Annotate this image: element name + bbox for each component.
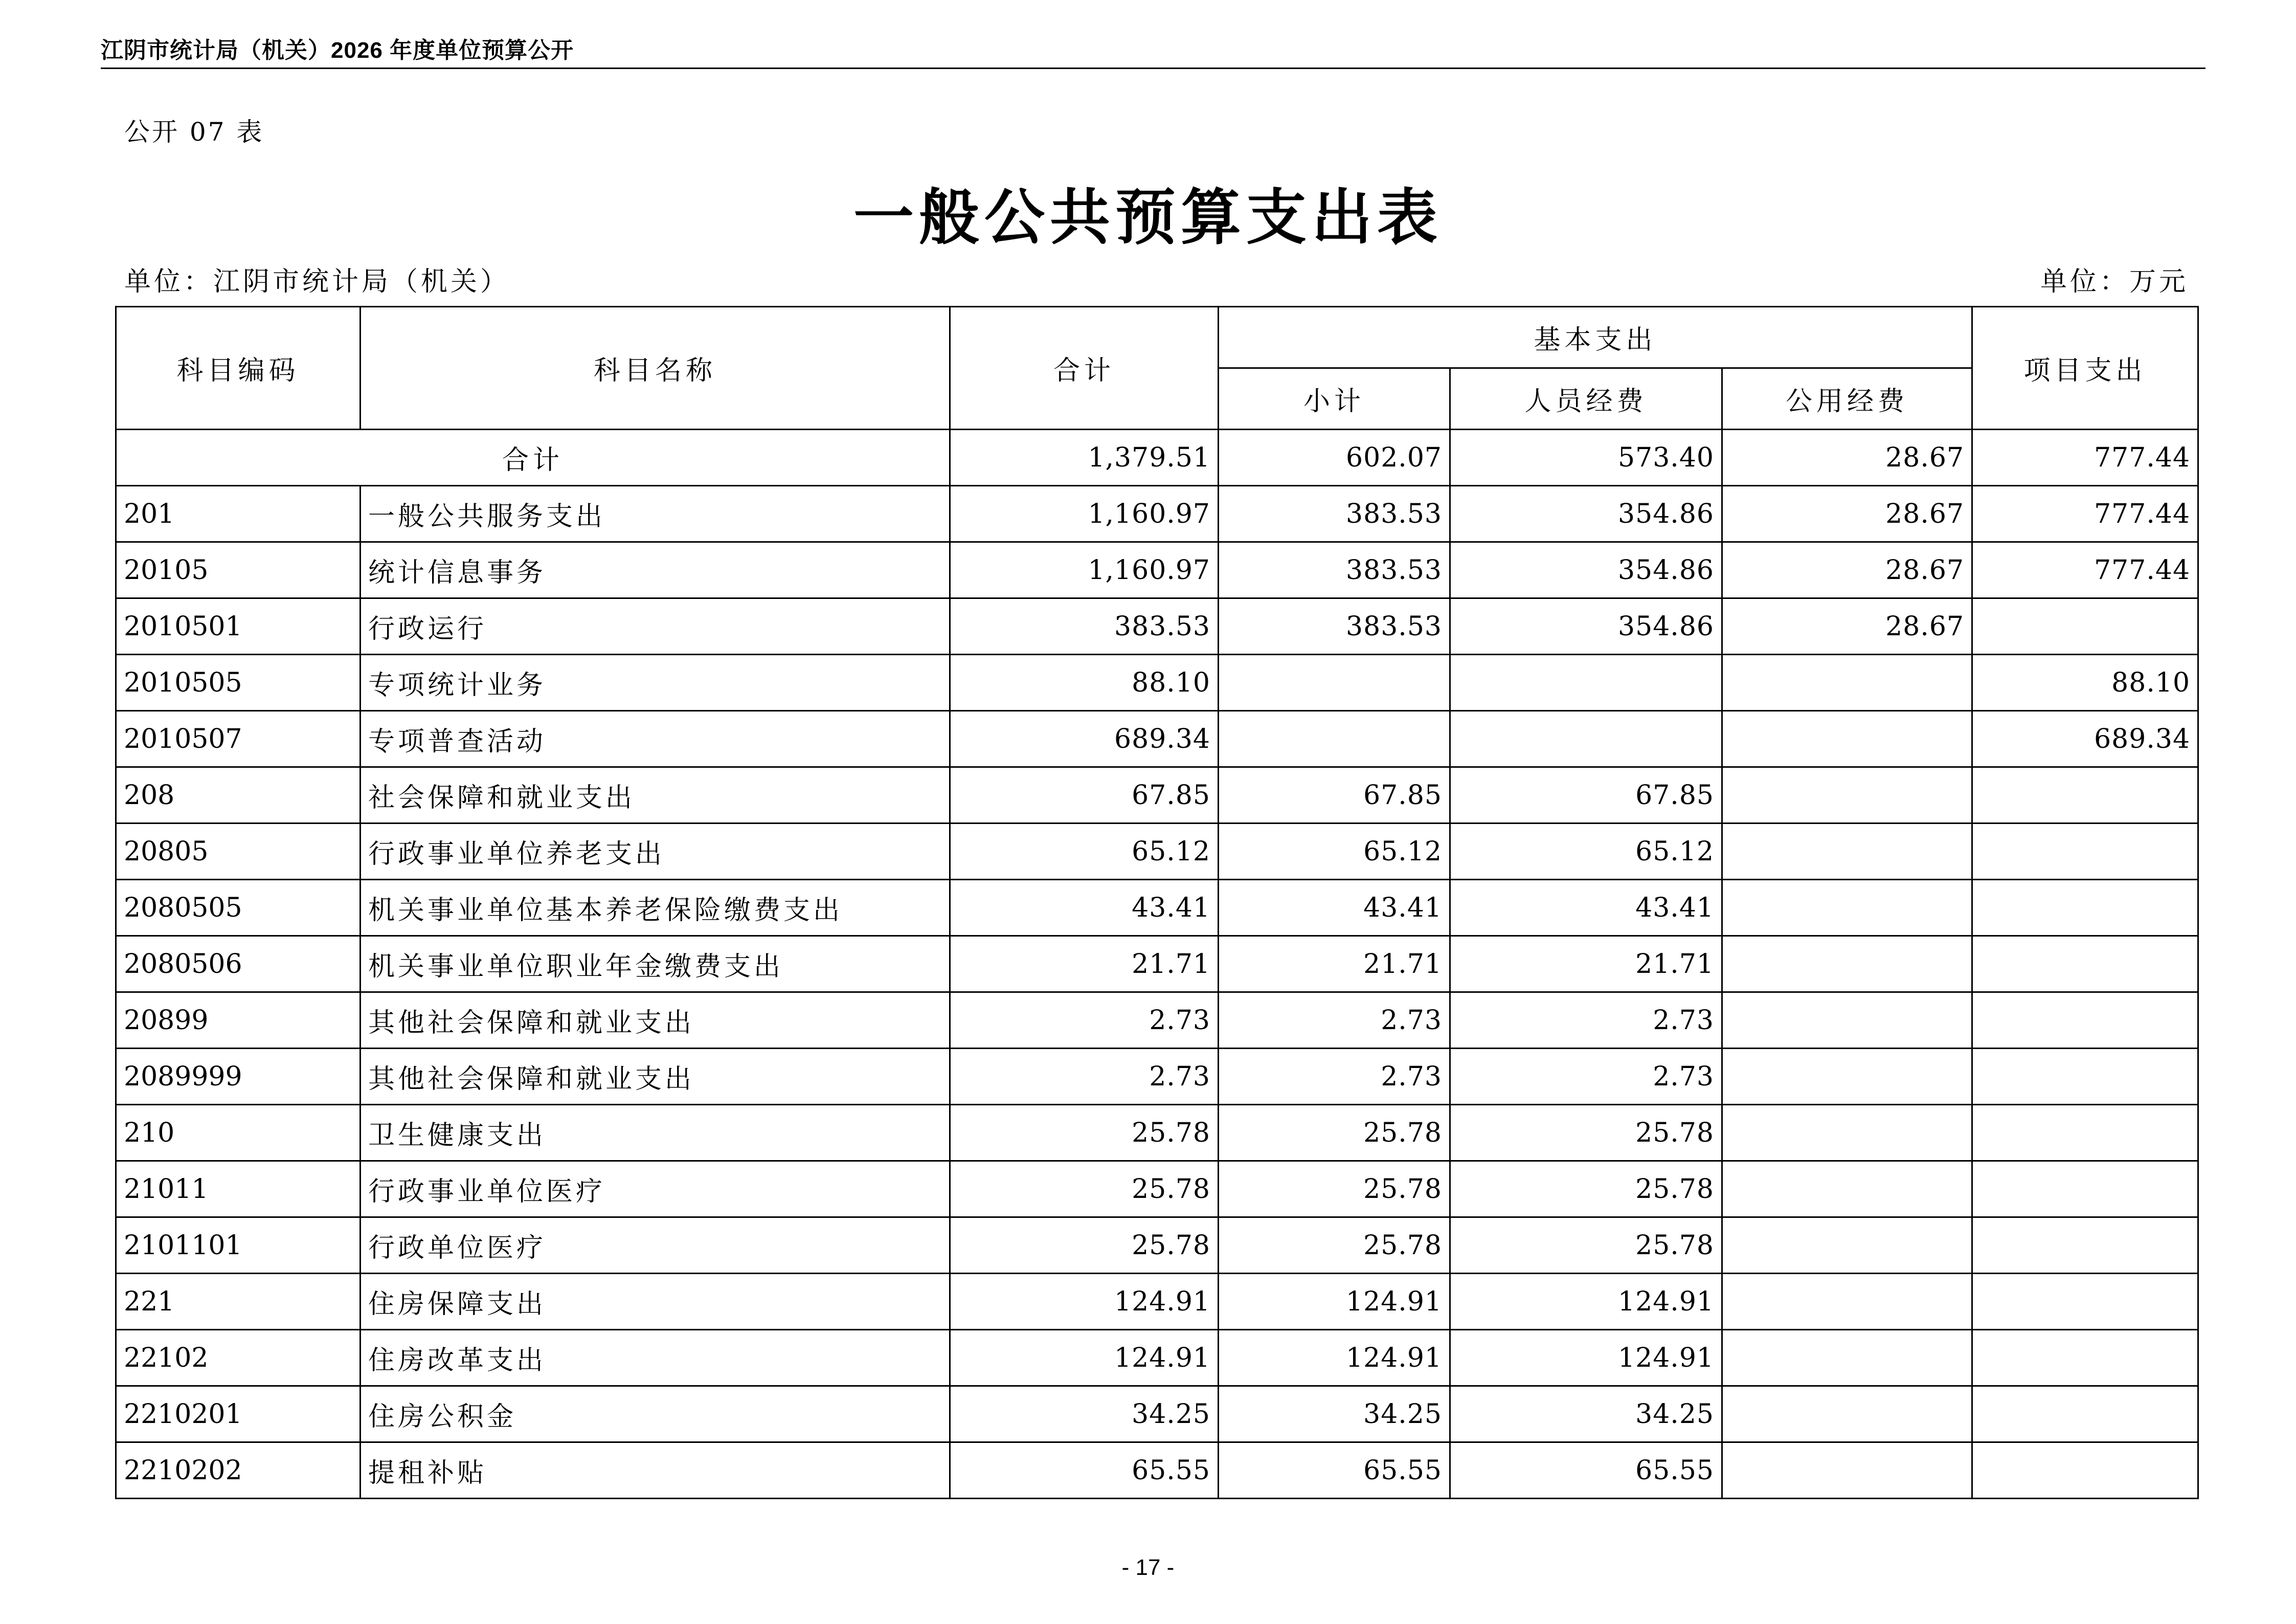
page-number: - 17 -: [1121, 1555, 1175, 1580]
cell-personnel: 2.73: [1450, 992, 1722, 1049]
total-row: [116, 430, 2198, 486]
cell-project: [1972, 598, 2198, 655]
cell-public: [1722, 1105, 1972, 1161]
cell-subtotal: 2.73: [1219, 1049, 1450, 1105]
cell-public: [1722, 655, 1972, 711]
cell-total: 43.41: [950, 880, 1219, 936]
cell-code: 21011: [116, 1161, 361, 1217]
cell-public: 28.67: [1722, 542, 1972, 598]
cell-subtotal: 25.78: [1219, 1105, 1450, 1161]
table-row: [116, 824, 2198, 880]
cell-personnel: 25.78: [1450, 1161, 1722, 1217]
cell-public: [1722, 1442, 1972, 1499]
cell-personnel: 354.86: [1450, 486, 1722, 542]
cell-name: 专项普查活动: [361, 711, 950, 767]
cell-public: [1722, 1217, 1972, 1274]
table-number: 公开 07 表: [124, 117, 264, 147]
table-row: [116, 1386, 2198, 1442]
cell-name: 行政事业单位养老支出: [361, 824, 950, 880]
cell-subtotal: 65.55: [1219, 1442, 1450, 1499]
cell-personnel: 124.91: [1450, 1274, 1722, 1330]
cell-name: 专项统计业务: [361, 655, 950, 711]
cell-public: [1722, 1274, 1972, 1330]
table-row: [116, 992, 2198, 1049]
cell-project: [1972, 1442, 2198, 1499]
cell-public: [1722, 1330, 1972, 1386]
cell-project: [1972, 1330, 2198, 1386]
cell-subtotal: 2.73: [1219, 992, 1450, 1049]
cell-name: 住房改革支出: [361, 1330, 950, 1386]
total-label: 合计: [116, 430, 950, 486]
cell-public: 28.67: [1722, 486, 1972, 542]
cell-name: 提租补贴: [361, 1442, 950, 1499]
table-row: [116, 1217, 2198, 1274]
cell-code: 2210201: [116, 1386, 361, 1442]
cell-code: 22102: [116, 1330, 361, 1386]
cell-subtotal: 124.91: [1219, 1274, 1450, 1330]
cell-total: 689.34: [950, 711, 1219, 767]
cell-name: 其他社会保障和就业支出: [361, 1049, 950, 1105]
cell-project: 689.34: [1972, 711, 2198, 767]
cell-total: 25.78: [950, 1217, 1219, 1274]
cell-project: [1972, 1217, 2198, 1274]
total-personnel: 573.40: [1450, 430, 1722, 486]
table-row: [116, 880, 2198, 936]
cell-personnel: 354.86: [1450, 598, 1722, 655]
header-total: 合计: [950, 307, 1219, 430]
cell-personnel: 34.25: [1450, 1386, 1722, 1442]
cell-total: 65.55: [950, 1442, 1219, 1499]
cell-public: [1722, 767, 1972, 824]
cell-name: 其他社会保障和就业支出: [361, 992, 950, 1049]
cell-code: 210: [116, 1105, 361, 1161]
cell-code: 2089999: [116, 1049, 361, 1105]
cell-subtotal: 65.12: [1219, 824, 1450, 880]
cell-project: [1972, 880, 2198, 936]
header-subtotal: 小计: [1219, 368, 1450, 430]
unit-currency: 单位：万元: [2040, 266, 2189, 297]
table-row: [116, 486, 2198, 542]
table-row: [116, 936, 2198, 992]
cell-subtotal: 67.85: [1219, 767, 1450, 824]
cell-subtotal: 34.25: [1219, 1386, 1450, 1442]
cell-public: [1722, 1386, 1972, 1442]
cell-total: 383.53: [950, 598, 1219, 655]
cell-project: [1972, 936, 2198, 992]
table-row: [116, 1274, 2198, 1330]
cell-total: 124.91: [950, 1330, 1219, 1386]
cell-subtotal: 124.91: [1219, 1330, 1450, 1386]
header-basic: 基本支出: [1219, 307, 1972, 368]
cell-public: [1722, 880, 1972, 936]
cell-project: [1972, 1105, 2198, 1161]
cell-code: 208: [116, 767, 361, 824]
page-title: 一般公共预算支出表: [853, 182, 1443, 253]
header-rule: [101, 68, 2205, 69]
cell-subtotal: 21.71: [1219, 936, 1450, 992]
cell-code: 2010501: [116, 598, 361, 655]
cell-subtotal: [1219, 711, 1450, 767]
cell-subtotal: 25.78: [1219, 1161, 1450, 1217]
cell-subtotal: [1219, 655, 1450, 711]
cell-code: 20805: [116, 824, 361, 880]
cell-name: 住房保障支出: [361, 1274, 950, 1330]
header-row-1: [116, 307, 2198, 368]
cell-name: 统计信息事务: [361, 542, 950, 598]
cell-total: 65.12: [950, 824, 1219, 880]
cell-subtotal: 383.53: [1219, 542, 1450, 598]
cell-project: [1972, 1161, 2198, 1217]
cell-name: 机关事业单位基本养老保险缴费支出: [361, 880, 950, 936]
cell-code: 2101101: [116, 1217, 361, 1274]
cell-code: 2080505: [116, 880, 361, 936]
unit-organization: 单位：江阴市统计局（机关）: [124, 266, 510, 297]
cell-total: 1,160.97: [950, 542, 1219, 598]
cell-public: [1722, 1161, 1972, 1217]
header-personnel: 人员经费: [1450, 368, 1722, 430]
cell-total: 21.71: [950, 936, 1219, 992]
cell-total: 25.78: [950, 1105, 1219, 1161]
cell-personnel: 65.12: [1450, 824, 1722, 880]
cell-code: 2010507: [116, 711, 361, 767]
table-row: [116, 542, 2198, 598]
cell-code: 20899: [116, 992, 361, 1049]
cell-code: 2080506: [116, 936, 361, 992]
cell-public: [1722, 936, 1972, 992]
cell-total: 1,160.97: [950, 486, 1219, 542]
cell-personnel: 43.41: [1450, 880, 1722, 936]
cell-total: 25.78: [950, 1161, 1219, 1217]
cell-code: 2010505: [116, 655, 361, 711]
table-row: [116, 1442, 2198, 1499]
cell-name: 行政事业单位医疗: [361, 1161, 950, 1217]
table-row: [116, 711, 2198, 767]
cell-name: 机关事业单位职业年金缴费支出: [361, 936, 950, 992]
cell-project: [1972, 1274, 2198, 1330]
running-header: 江阴市统计局（机关）2026 年度单位预算公开: [101, 38, 574, 63]
header-code: 科目编码: [116, 307, 361, 430]
cell-personnel: 65.55: [1450, 1442, 1722, 1499]
cell-project: 777.44: [1972, 542, 2198, 598]
total-subtotal: 602.07: [1219, 430, 1450, 486]
cell-name: 住房公积金: [361, 1386, 950, 1442]
cell-project: [1972, 1386, 2198, 1442]
total-project: 777.44: [1972, 430, 2198, 486]
cell-name: 行政运行: [361, 598, 950, 655]
cell-project: [1972, 1049, 2198, 1105]
cell-code: 221: [116, 1274, 361, 1330]
total-public: 28.67: [1722, 430, 1972, 486]
cell-personnel: 354.86: [1450, 542, 1722, 598]
cell-name: 一般公共服务支出: [361, 486, 950, 542]
cell-personnel: 21.71: [1450, 936, 1722, 992]
cell-total: 67.85: [950, 767, 1219, 824]
cell-total: 124.91: [950, 1274, 1219, 1330]
cell-personnel: 124.91: [1450, 1330, 1722, 1386]
cell-name: 社会保障和就业支出: [361, 767, 950, 824]
cell-total: 2.73: [950, 992, 1219, 1049]
cell-subtotal: 25.78: [1219, 1217, 1450, 1274]
cell-code: 20105: [116, 542, 361, 598]
table-row: [116, 1161, 2198, 1217]
table-row: [116, 655, 2198, 711]
cell-public: [1722, 992, 1972, 1049]
table-row: [116, 767, 2198, 824]
cell-personnel: 2.73: [1450, 1049, 1722, 1105]
cell-name: 行政单位医疗: [361, 1217, 950, 1274]
header-project: 项目支出: [1972, 307, 2198, 430]
total-amount: 1,379.51: [950, 430, 1219, 486]
cell-project: [1972, 824, 2198, 880]
cell-code: 2210202: [116, 1442, 361, 1499]
cell-total: 88.10: [950, 655, 1219, 711]
table-row: [116, 598, 2198, 655]
cell-project: 88.10: [1972, 655, 2198, 711]
cell-personnel: [1450, 655, 1722, 711]
cell-code: 201: [116, 486, 361, 542]
cell-subtotal: 383.53: [1219, 486, 1450, 542]
cell-total: 34.25: [950, 1386, 1219, 1442]
cell-personnel: 25.78: [1450, 1105, 1722, 1161]
cell-subtotal: 43.41: [1219, 880, 1450, 936]
cell-total: 2.73: [950, 1049, 1219, 1105]
header-public: 公用经费: [1722, 368, 1972, 430]
table-row: [116, 1049, 2198, 1105]
cell-project: 777.44: [1972, 486, 2198, 542]
table-row: [116, 1330, 2198, 1386]
cell-personnel: 25.78: [1450, 1217, 1722, 1274]
cell-public: [1722, 711, 1972, 767]
header-name: 科目名称: [361, 307, 950, 430]
cell-subtotal: 383.53: [1219, 598, 1450, 655]
budget-expenditure-table: [115, 306, 2199, 1499]
cell-personnel: 67.85: [1450, 767, 1722, 824]
cell-name: 卫生健康支出: [361, 1105, 950, 1161]
cell-public: [1722, 1049, 1972, 1105]
cell-public: [1722, 824, 1972, 880]
cell-public: 28.67: [1722, 598, 1972, 655]
table-row: [116, 1105, 2198, 1161]
cell-personnel: [1450, 711, 1722, 767]
cell-project: [1972, 767, 2198, 824]
cell-project: [1972, 992, 2198, 1049]
